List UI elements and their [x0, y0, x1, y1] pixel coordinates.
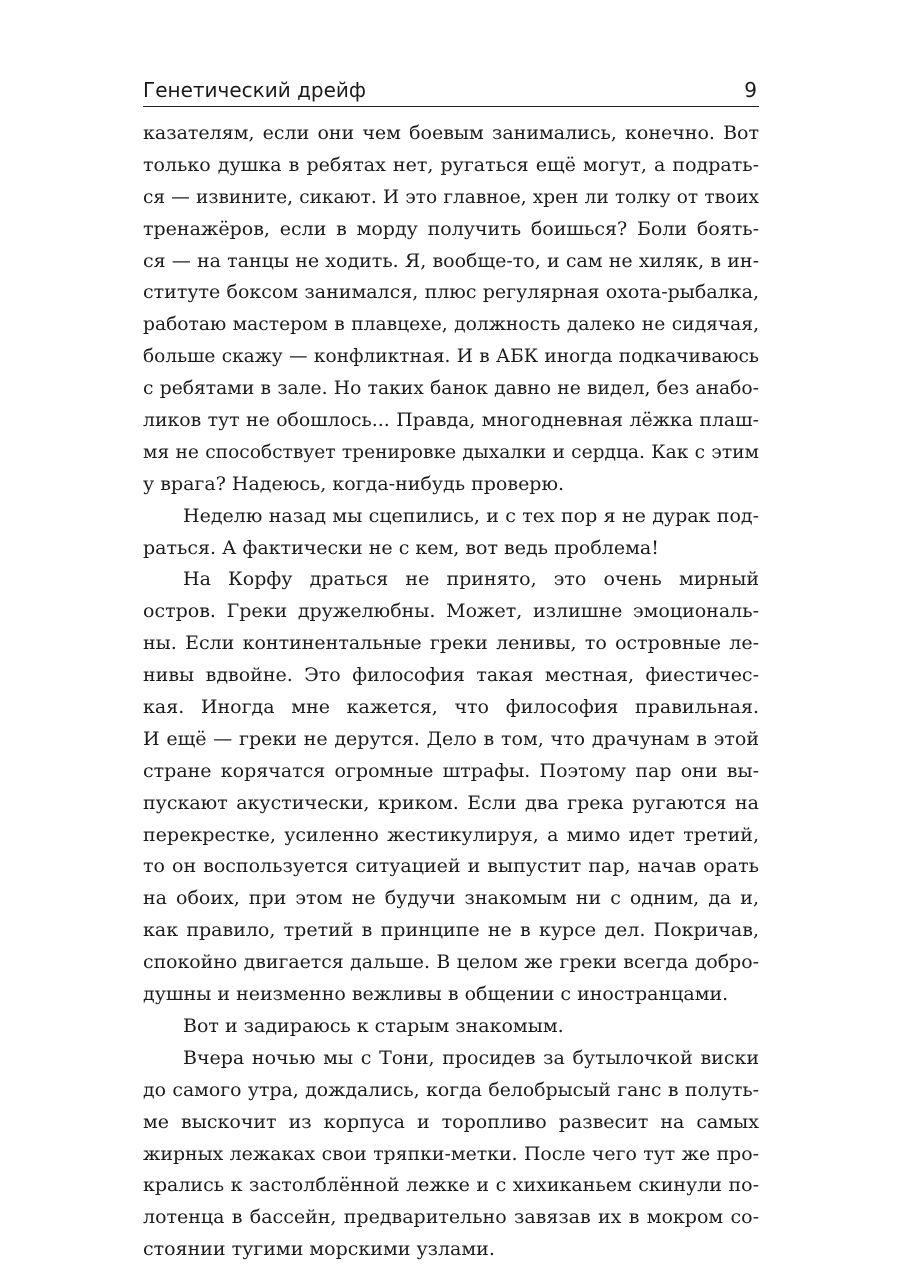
text-line: ституте боксом занимался, плюс регулярная охота-рыбалка,	[143, 281, 759, 304]
running-header	[143, 74, 759, 107]
text-line: крались к застолблённой лежке и с хихиканьем скинули по-	[143, 1174, 759, 1197]
text-line: ме выскочит из корпуса и торопливо развесит на самых	[143, 1110, 759, 1133]
text-line: На Корфу драться не принято, это очень мирный	[183, 568, 759, 591]
text-line: работаю мастером в плавцехе, должность далеко не сидячая,	[143, 314, 759, 336]
text-line: у врага? Надеюсь, когда-нибудь проверю.	[143, 472, 565, 495]
text-line: Неделю назад мы сцепились, и с тех пор я не дурак под-	[183, 504, 759, 527]
text-line: до самого утра, дождались, когда белобрысый ганс в полуть-	[143, 1078, 759, 1101]
text-line: перекрестке, усиленно жестикулируя, а мимо идет третий,	[143, 823, 759, 846]
text-line: ся — извините, сикают. И это главное, хрен ли толку от твоих	[143, 186, 759, 208]
text-line: мя не способствует тренировке дыхалки и сердца. Как с этим	[143, 441, 759, 463]
text-line: как правило, третий в принципе не в курсе дел. Покричав,	[143, 919, 759, 942]
text-line: И ещё — греки не дерутся. Дело в том, что драчунам в этой	[143, 727, 759, 750]
text-line: пускают акустически, криком. Если два грека ругаются на	[143, 791, 759, 814]
body-text	[143, 118, 759, 1266]
text-line: Вот и задираюсь к старым знакомым.	[183, 1014, 564, 1037]
text-line: спокойно двигается дальше. В целом же греки всегда добро-	[143, 951, 759, 974]
text-line: ны. Если континентальные греки ленивы, то островные ле-	[143, 632, 759, 655]
running-title: Генетический дрейф	[143, 78, 367, 102]
text-line: на обоих, при этом не будучи знакомым ни с одним, да и,	[143, 887, 759, 910]
text-line: остров. Греки дружелюбны. Может, излишне эмоциональ-	[143, 600, 759, 623]
text-line: раться. А фактически не с кем, вот ведь проблема!	[143, 536, 659, 559]
text-line: жирных лежаках свои тряпки-метки. После чего тут же про-	[143, 1142, 759, 1165]
text-line: стоянии тугими морскими узлами.	[143, 1238, 495, 1261]
text-line: кая. Иногда мне кажется, что философия правильная.	[143, 696, 759, 719]
text-line: казателям, если они чем боевым занимались, конечно. Вот	[143, 122, 759, 144]
text-line: ликов тут не обошлось... Правда, многодневная лёжка плаш-	[143, 410, 759, 432]
text-line: Вчера ночью мы с Тони, просидев за бутылочкой виски	[183, 1046, 759, 1069]
text-line: больше скажу — конфликтная. И в АБК иногда подкачиваюсь	[143, 346, 759, 368]
text-line: то он воспользуется ситуацией и выпустит пар, начав орать	[143, 855, 759, 878]
text-line: тренажёров, если в морду получить боишься? Боли боять-	[143, 217, 759, 240]
text-line: только душка в ребятах нет, ругаться ещё могут, а подрать-	[143, 153, 759, 176]
text-line: стране корячатся огромные штрафы. Поэтому пар они вы-	[143, 759, 759, 782]
text-line: душны и неизменно вежливы в общении с иностранцами.	[143, 983, 729, 1006]
text-line: нивы вдвойне. Это философия такая местная, фиестичес-	[143, 664, 759, 687]
text-line: с ребятами в зале. Но таких банок давно не видел, без анабо-	[143, 378, 759, 400]
text-line: лотенца в бассейн, предварительно завязав их в мокром со-	[143, 1206, 759, 1229]
text-line: ся — на танцы не ходить. Я, вообще-то, и сам не хиляк, в ин-	[143, 249, 759, 272]
page-number: 9	[744, 78, 757, 102]
